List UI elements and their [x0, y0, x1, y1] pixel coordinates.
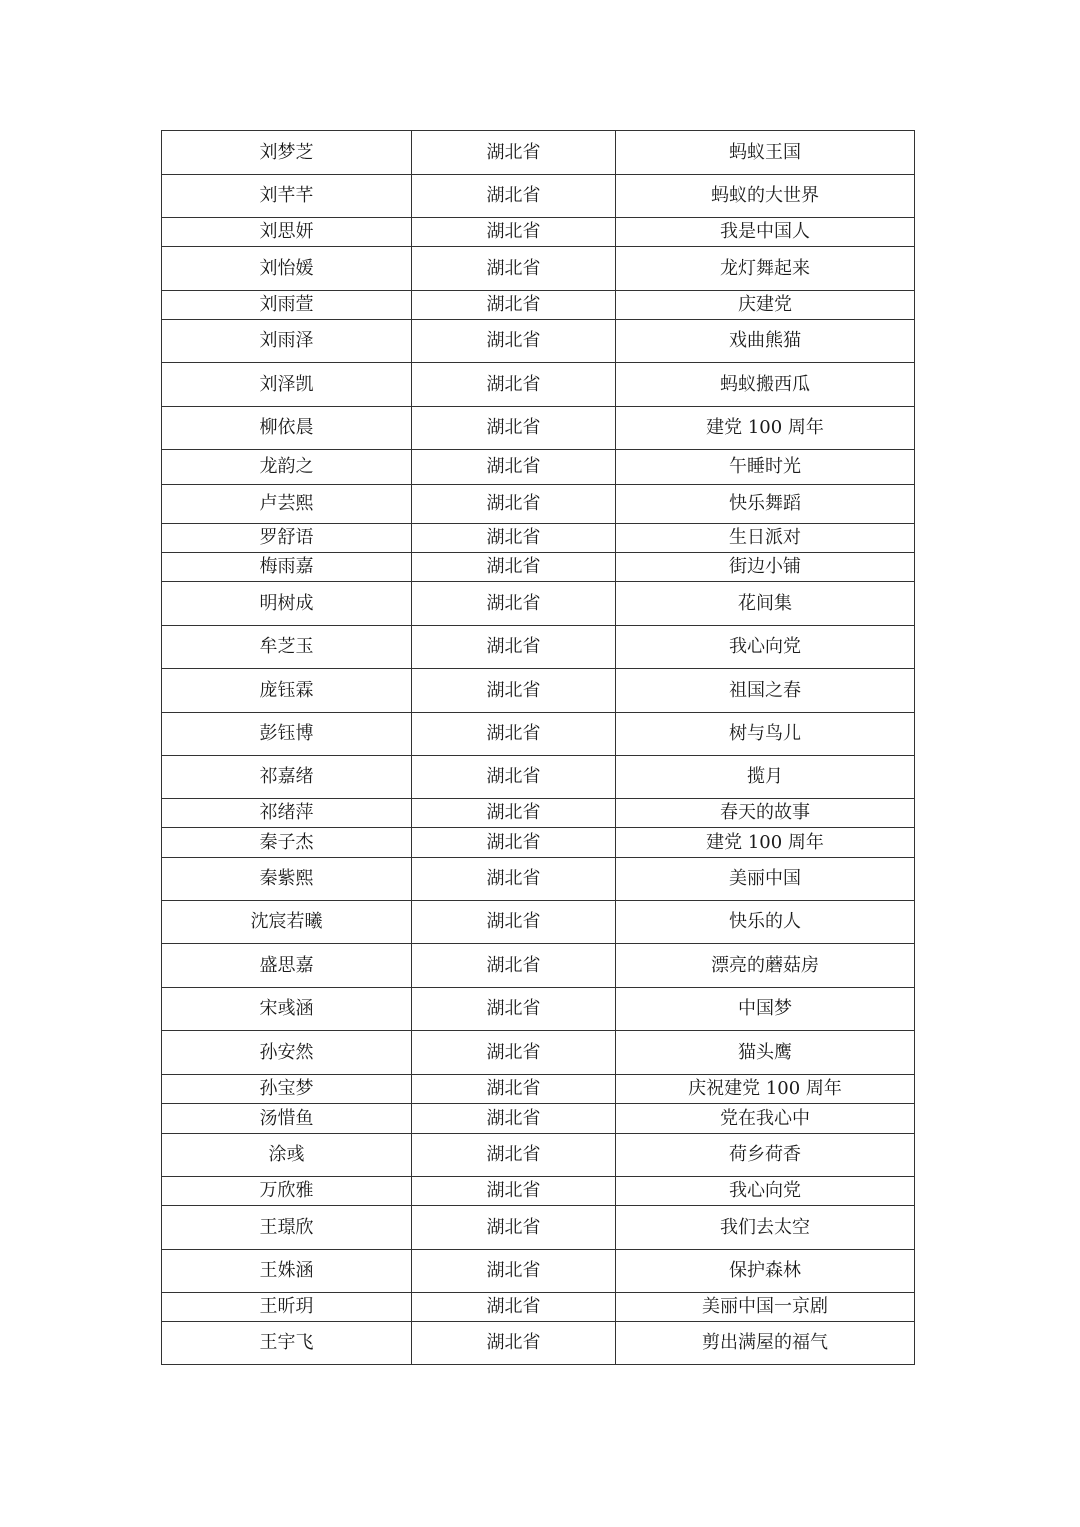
province-cell: 湖北省 — [412, 828, 616, 858]
province-cell: 湖北省 — [412, 1177, 616, 1206]
table-row — [162, 1293, 915, 1322]
artwork-title-cell: 龙灯舞起来 — [616, 247, 915, 291]
province-cell: 湖北省 — [412, 713, 616, 756]
name-cell: 涂彧 — [162, 1134, 412, 1177]
province-cell: 湖北省 — [412, 1031, 616, 1075]
province-cell: 湖北省 — [412, 407, 616, 450]
province-cell: 湖北省 — [412, 858, 616, 901]
artwork-title-cell: 我心向党 — [616, 626, 915, 669]
artwork-title-cell: 蚂蚁的大世界 — [616, 175, 915, 218]
artwork-title-cell: 午睡时光 — [616, 450, 915, 485]
province-cell: 湖北省 — [412, 1250, 616, 1293]
province-cell: 湖北省 — [412, 1075, 616, 1104]
table-row — [162, 131, 915, 175]
table-row — [162, 553, 915, 582]
province-cell: 湖北省 — [412, 901, 616, 944]
artwork-title-cell: 剪出满屋的福气 — [616, 1322, 915, 1365]
name-cell: 王宇飞 — [162, 1322, 412, 1365]
table-row — [162, 1177, 915, 1206]
table-row — [162, 247, 915, 291]
province-cell: 湖北省 — [412, 1293, 616, 1322]
name-cell: 沈宸若曦 — [162, 901, 412, 944]
name-cell: 孙宝梦 — [162, 1075, 412, 1104]
name-cell: 王璟欣 — [162, 1206, 412, 1250]
province-cell: 湖北省 — [412, 1206, 616, 1250]
name-cell: 刘思妍 — [162, 218, 412, 247]
table-row — [162, 1075, 915, 1104]
artwork-title-cell: 我心向党 — [616, 1177, 915, 1206]
province-cell: 湖北省 — [412, 553, 616, 582]
province-cell: 湖北省 — [412, 247, 616, 291]
table-row — [162, 524, 915, 553]
province-cell: 湖北省 — [412, 582, 616, 626]
province-cell: 湖北省 — [412, 485, 616, 524]
province-cell: 湖北省 — [412, 1134, 616, 1177]
table-row — [162, 1104, 915, 1134]
table-row — [162, 407, 915, 450]
name-cell: 盛思嘉 — [162, 944, 412, 988]
table-row — [162, 1322, 915, 1365]
name-cell: 刘芊芊 — [162, 175, 412, 218]
artwork-title-cell: 建党 100 周年 — [616, 828, 915, 858]
table-row — [162, 944, 915, 988]
award-list-body — [162, 131, 915, 1365]
name-cell: 彭钰博 — [162, 713, 412, 756]
name-cell: 祁嘉绪 — [162, 756, 412, 799]
table-row — [162, 320, 915, 363]
province-cell: 湖北省 — [412, 1322, 616, 1365]
artwork-title-cell: 蚂蚁搬西瓜 — [616, 363, 915, 407]
table-row — [162, 218, 915, 247]
artwork-title-cell: 揽月 — [616, 756, 915, 799]
province-cell: 湖北省 — [412, 131, 616, 175]
artwork-title-cell: 党在我心中 — [616, 1104, 915, 1134]
province-cell: 湖北省 — [412, 291, 616, 320]
province-cell: 湖北省 — [412, 175, 616, 218]
table-row — [162, 1206, 915, 1250]
province-cell: 湖北省 — [412, 450, 616, 485]
artwork-title-cell: 树与鸟儿 — [616, 713, 915, 756]
table-row — [162, 713, 915, 756]
name-cell: 罗舒语 — [162, 524, 412, 553]
table-row — [162, 858, 915, 901]
province-cell: 湖北省 — [412, 1104, 616, 1134]
artwork-title-cell: 生日派对 — [616, 524, 915, 553]
name-cell: 庞钰霖 — [162, 669, 412, 713]
artwork-title-cell: 美丽中国一京剧 — [616, 1293, 915, 1322]
table-row — [162, 1134, 915, 1177]
name-cell: 刘雨萱 — [162, 291, 412, 320]
artwork-title-cell: 美丽中国 — [616, 858, 915, 901]
table-row — [162, 450, 915, 485]
artwork-title-cell: 花间集 — [616, 582, 915, 626]
province-cell: 湖北省 — [412, 524, 616, 553]
name-cell: 王昕玥 — [162, 1293, 412, 1322]
name-cell: 明树成 — [162, 582, 412, 626]
artwork-title-cell: 中国梦 — [616, 988, 915, 1031]
artwork-title-cell: 春天的故事 — [616, 799, 915, 828]
artwork-title-cell: 祖国之春 — [616, 669, 915, 713]
name-cell: 刘怡媛 — [162, 247, 412, 291]
province-cell: 湖北省 — [412, 218, 616, 247]
name-cell: 孙安然 — [162, 1031, 412, 1075]
name-cell: 秦子杰 — [162, 828, 412, 858]
name-cell: 刘梦芝 — [162, 131, 412, 175]
province-cell: 湖北省 — [412, 363, 616, 407]
table-row — [162, 901, 915, 944]
artwork-title-cell: 漂亮的蘑菇房 — [616, 944, 915, 988]
province-cell: 湖北省 — [412, 669, 616, 713]
artwork-title-cell: 快乐的人 — [616, 901, 915, 944]
name-cell: 龙韵之 — [162, 450, 412, 485]
province-cell: 湖北省 — [412, 756, 616, 799]
name-cell: 王姝涵 — [162, 1250, 412, 1293]
name-cell: 祁绪萍 — [162, 799, 412, 828]
name-cell: 万欣雅 — [162, 1177, 412, 1206]
name-cell: 卢芸熙 — [162, 485, 412, 524]
name-cell: 刘泽凯 — [162, 363, 412, 407]
artwork-title-cell: 保护森林 — [616, 1250, 915, 1293]
artwork-title-cell: 快乐舞蹈 — [616, 485, 915, 524]
artwork-title-cell: 建党 100 周年 — [616, 407, 915, 450]
table-row — [162, 1250, 915, 1293]
table-row — [162, 669, 915, 713]
name-cell: 梅雨嘉 — [162, 553, 412, 582]
province-cell: 湖北省 — [412, 944, 616, 988]
table-row — [162, 485, 915, 524]
table-row — [162, 582, 915, 626]
artwork-title-cell: 蚂蚁王国 — [616, 131, 915, 175]
artwork-title-cell: 庆祝建党 100 周年 — [616, 1075, 915, 1104]
artwork-title-cell: 荷乡荷香 — [616, 1134, 915, 1177]
table-row — [162, 828, 915, 858]
province-cell: 湖北省 — [412, 626, 616, 669]
artwork-title-cell: 我们去太空 — [616, 1206, 915, 1250]
name-cell: 秦紫熙 — [162, 858, 412, 901]
table-row — [162, 756, 915, 799]
artwork-title-cell: 我是中国人 — [616, 218, 915, 247]
artwork-title-cell: 街边小铺 — [616, 553, 915, 582]
table-row — [162, 626, 915, 669]
award-list-table — [161, 130, 915, 1365]
artwork-title-cell: 猫头鹰 — [616, 1031, 915, 1075]
province-cell: 湖北省 — [412, 320, 616, 363]
table-row — [162, 1031, 915, 1075]
table-row — [162, 988, 915, 1031]
name-cell: 牟芝玉 — [162, 626, 412, 669]
name-cell: 柳依晨 — [162, 407, 412, 450]
name-cell: 宋彧涵 — [162, 988, 412, 1031]
artwork-title-cell: 庆建党 — [616, 291, 915, 320]
table-row — [162, 363, 915, 407]
artwork-title-cell: 戏曲熊猫 — [616, 320, 915, 363]
province-cell: 湖北省 — [412, 988, 616, 1031]
table-row — [162, 799, 915, 828]
name-cell: 刘雨泽 — [162, 320, 412, 363]
name-cell: 汤惜鱼 — [162, 1104, 412, 1134]
province-cell: 湖北省 — [412, 799, 616, 828]
table-row — [162, 291, 915, 320]
table-row — [162, 175, 915, 218]
